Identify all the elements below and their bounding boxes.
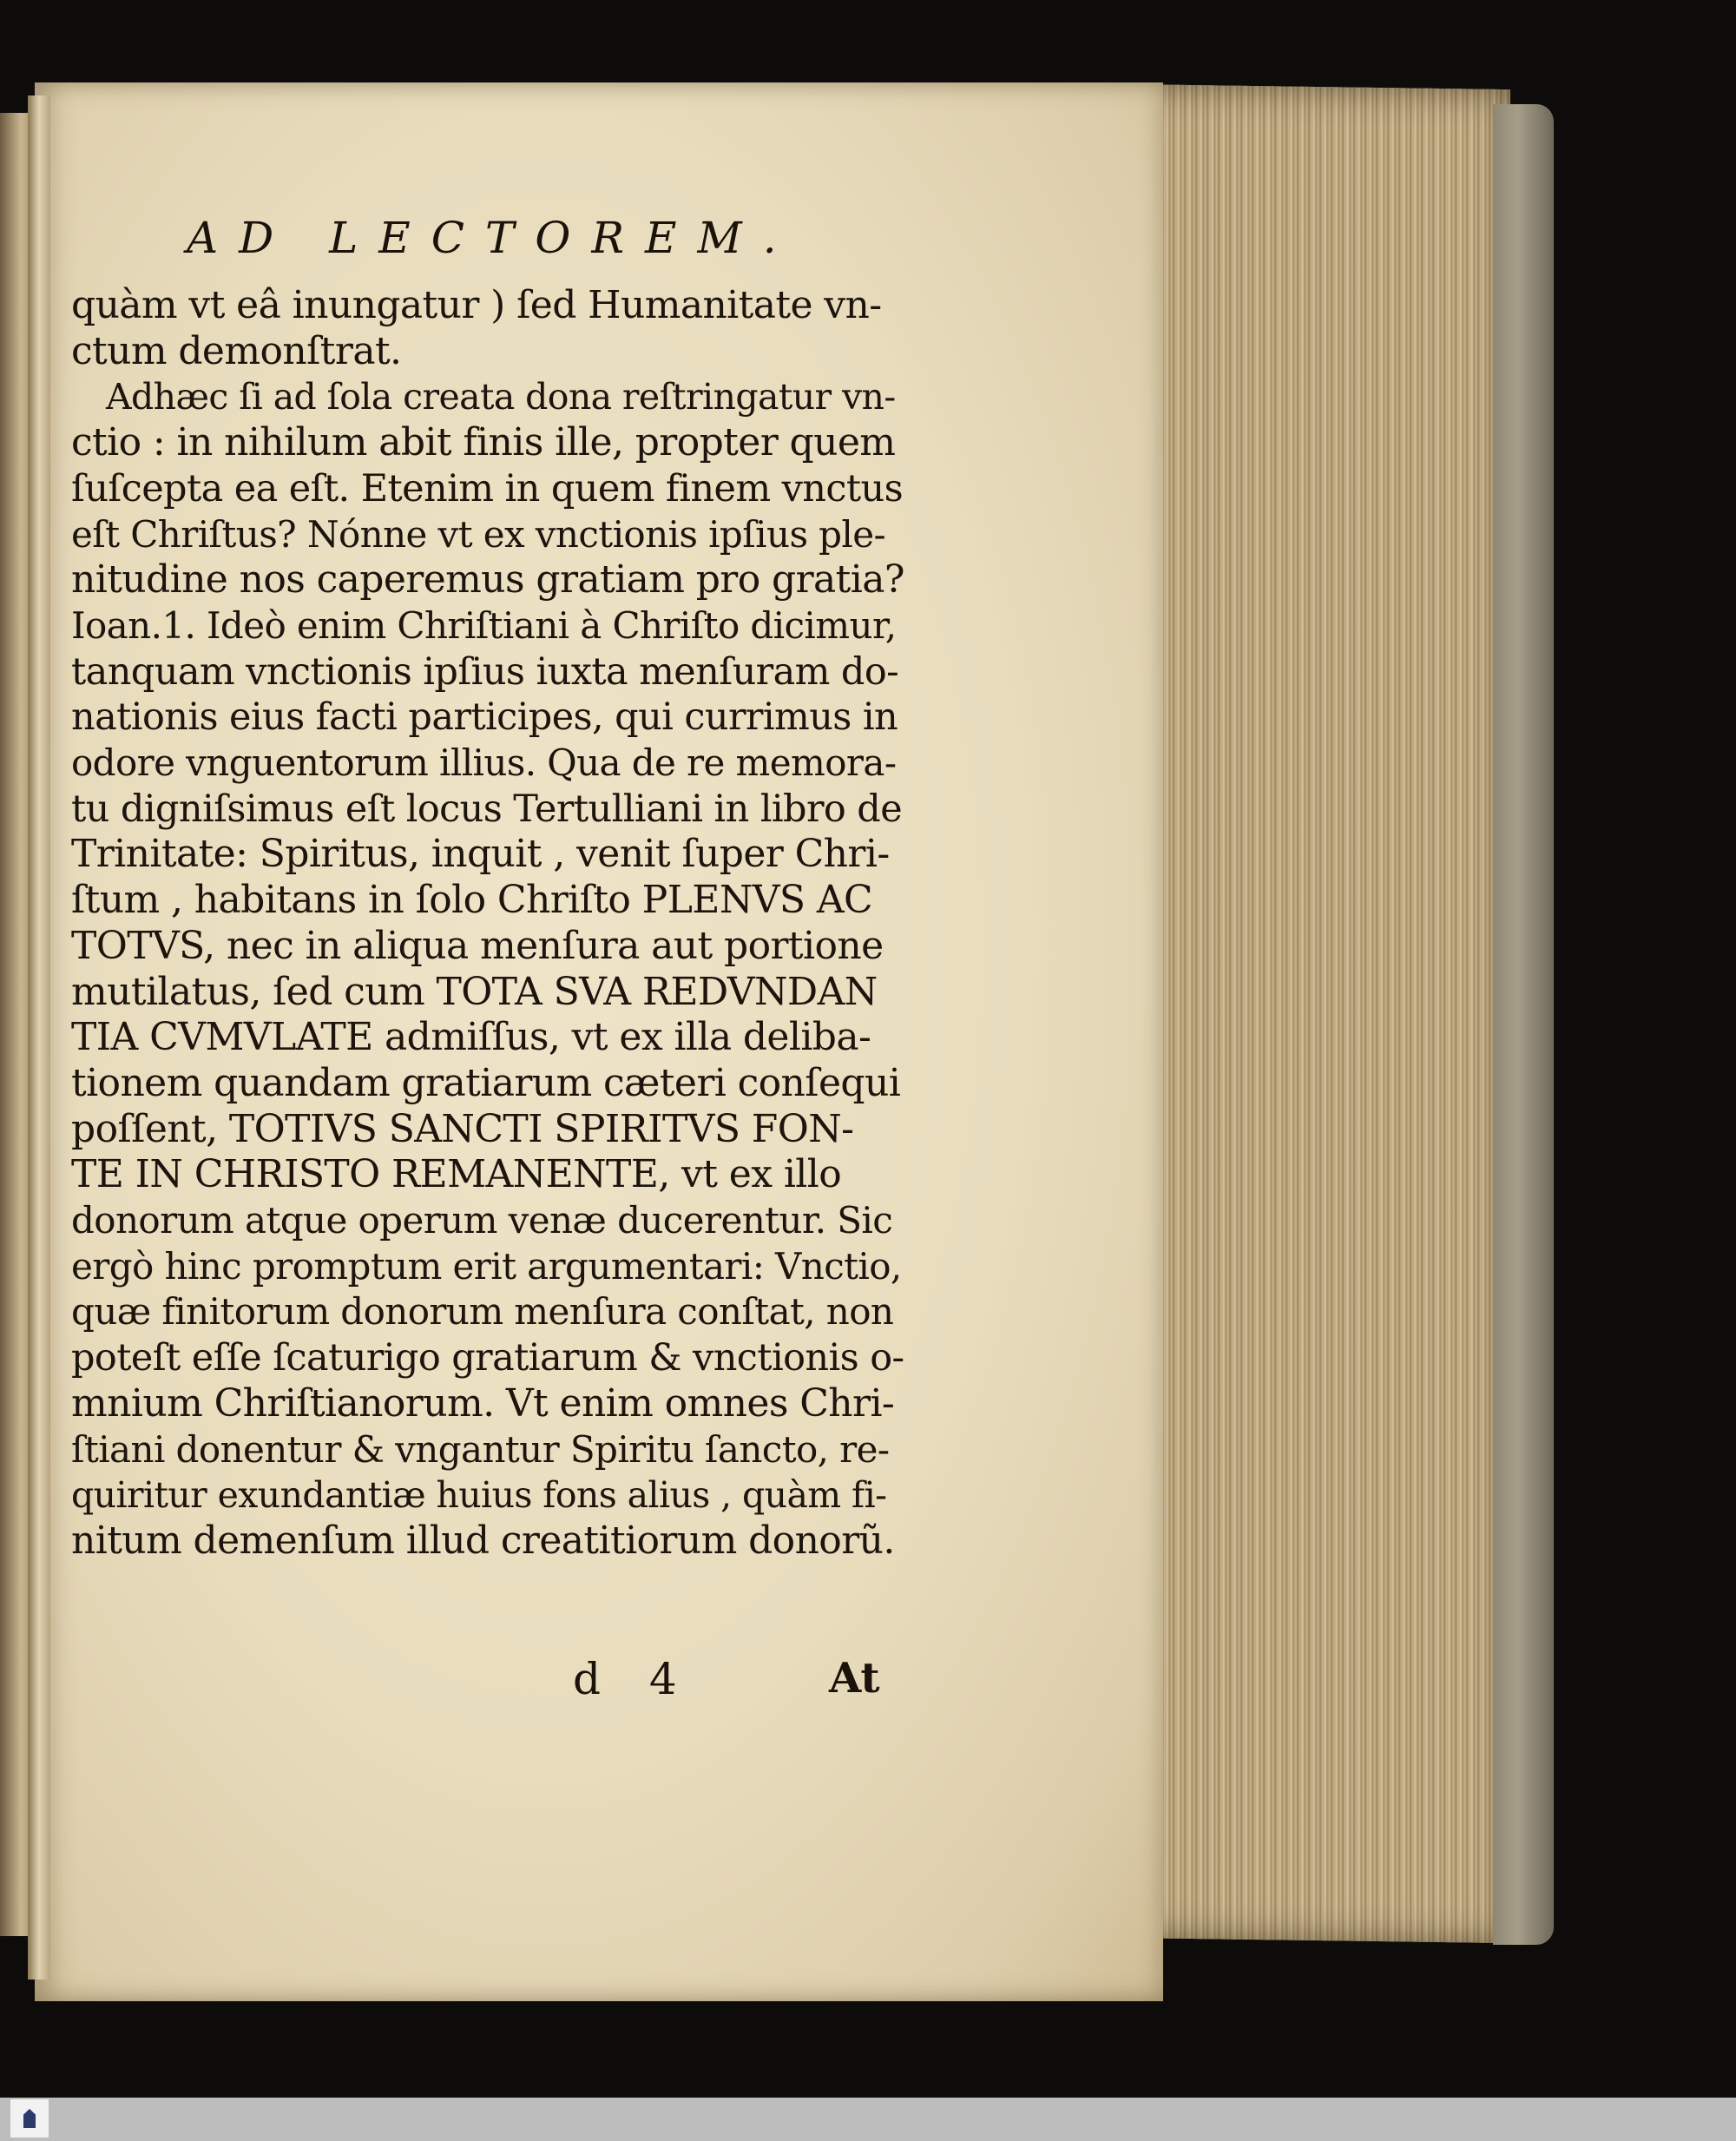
- gutter: [28, 96, 50, 1980]
- text-line: quàm vt eâ inungatur ) ſed Humanitate vn-: [71, 283, 882, 327]
- text-line: ſtum , habitans in ſolo Chriſto PLENVS AC: [71, 878, 873, 923]
- text-line: nitudine nos caperemus gratiam pro gratia?: [71, 557, 904, 603]
- text-line: poteſt eſſe ſcaturigo gratiarum & vnctionis o-: [71, 1336, 904, 1380]
- text-line: ctio : in nihilum abit finis ille, propter quem: [71, 420, 896, 465]
- page-text: [71, 283, 904, 1565]
- text-line: ctum demonſtrat.: [71, 328, 402, 373]
- text-line: Trinitate: Spiritus, inquit , venit ſuper Chri-: [71, 832, 890, 877]
- text-line: eſt Chriſtus? Nónne vt ex vnctionis ipſius ple-: [71, 512, 886, 556]
- text-line: Adhæc ſi ad ſola creata dona reſtringatur vn-: [106, 376, 896, 418]
- signature-mark: d 4: [573, 1654, 694, 1704]
- text-line: TE IN CHRISTO REMANENTE, vt ex illo: [71, 1152, 842, 1197]
- text-line: tionem quandam gratiarum cæteri conſequi: [71, 1060, 901, 1105]
- text-line: quæ finitorum donorum menſura conſtat, non: [71, 1290, 894, 1334]
- library-logo-icon: [10, 2099, 49, 2138]
- page-block-fore-edge: [1120, 84, 1510, 1943]
- text-line: odore vnguentorum illius. Qua de re memora-: [71, 741, 897, 785]
- viewer-footer-bar: [0, 2098, 1736, 2141]
- text-line: TOTVS, nec in aliqua menſura aut portione: [71, 923, 884, 968]
- text-line: ſtiani donentur & vngantur Spiritu ſancto, re-: [71, 1427, 890, 1471]
- text-line: poſſent, TOTIVS SANCTI SPIRITVS FON-: [71, 1106, 854, 1151]
- running-head: AD LECTOREM.: [187, 213, 798, 263]
- catchword: At: [829, 1654, 880, 1703]
- text-line: Ioan.1. Ideò enim Chriſtiani à Chriſto dicimur,: [71, 603, 897, 647]
- text-line: tanquam vnctionis ipſius iuxta menſuram do-: [71, 649, 899, 694]
- text-line: quiritur exundantiæ huius fons alius , quàm fi-: [71, 1474, 887, 1517]
- text-line: tu digniſsimus eſt locus Tertulliani in libro de: [71, 787, 903, 831]
- text-line: donorum atque operum venæ ducerentur. Sic: [71, 1199, 893, 1242]
- text-line: nitum demenſum illud creatitiorum donorũ.: [71, 1518, 895, 1563]
- text-line: nationis eius facti participes, qui currimus in: [71, 695, 898, 740]
- text-line: TIA CVMVLATE admiſſus, vt ex illa deliba-: [71, 1015, 871, 1060]
- text-line: mnium Chriſtianorum. Vt enim omnes Chri-: [71, 1380, 895, 1426]
- text-line: ſuſcepta ea eſt. Etenim in quem finem vnctus: [71, 466, 904, 511]
- book-cover-edge: [1493, 104, 1554, 1945]
- tower-icon: [23, 2109, 36, 2128]
- text-line: ergò hinc promptum erit argumentari: Vnctio,: [71, 1244, 902, 1288]
- text-line: mutilatus, ſed cum TOTA SVA REDVNDAN: [71, 969, 878, 1014]
